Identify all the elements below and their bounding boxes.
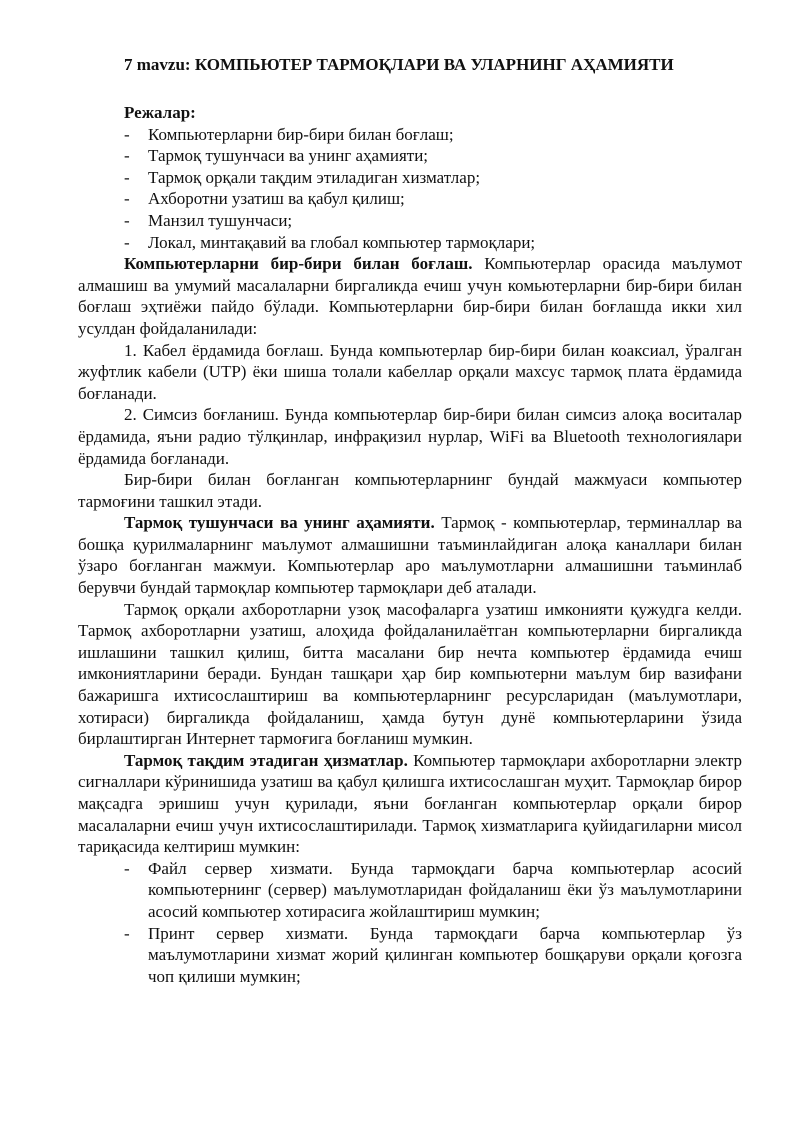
dash-bullet: - xyxy=(124,124,130,144)
plan-item xyxy=(78,188,742,210)
dash-bullet: - xyxy=(124,189,130,209)
connect-method-2: 2. Симсиз боғланиш. Бунда компьютерлар бир-бири билан симсиз алоқа воситалар ёрдамида, яъни радио тўлқинлар, инфрақизил нурлар, WiFi ва Bluetooth технологиялари ёрдамида боғланади. xyxy=(78,405,742,468)
plan-item-text: Манзил тушунчаси; xyxy=(148,210,293,230)
dash-bullet: - xyxy=(124,232,130,252)
connect-text: Компьютерлар орасида маълумот алмашиш ва умумий масалаларни биргаликда ечиш учун комьютерларни бир-бири билан боғлаш эҳтиёжи пайдо бўлади. Компьютерларни бир-бири билан боғлашда икки хил усулдан фойдаланилади: xyxy=(78,254,742,338)
plan-item xyxy=(78,145,742,167)
plan-item xyxy=(78,167,742,189)
plan-item xyxy=(78,210,742,232)
plan-item-text: Тармоқ тушунчаси ва унинг аҳамияти; xyxy=(148,146,429,166)
plan-list xyxy=(78,124,742,254)
connect-summary: Бир-бири билан боғланган компьютерларнинг бундай мажмуаси компьютер тармоғини ташкил этади. xyxy=(78,470,742,511)
dash-bullet: - xyxy=(124,146,130,166)
services-list xyxy=(78,858,742,988)
plan-item xyxy=(78,232,742,254)
service-item-text: Файл сервер хизмати. Бунда тармоқдаги барча компьютерлар асосий компьютернинг (сервер) маълумотларидан фойдаланиш ёки ўз маълумотларини асосий компьютер хотирасига жойлаштириш мумкин; xyxy=(148,858,742,921)
service-item xyxy=(78,923,742,988)
plan-item-text: Тармоқ орқали тақдим этиладиган хизматлар; xyxy=(148,167,481,187)
plan-item-text: Локал, минтақавий ва глобал компьютер тармоқлари; xyxy=(148,232,536,252)
dash-bullet: - xyxy=(124,923,130,943)
plan-item-text: Ахборотни узатиш ва қабул қилиш; xyxy=(148,189,405,209)
service-item-text: Принт сервер хизмати. Бунда тармоқдаги барча компьютерлар ўз маълумотларини хизмат жорий қилинган компьютер бошқаруви орқали қоғозга чоп қилиши мумкин; xyxy=(148,923,742,986)
services-paragraph xyxy=(78,750,742,858)
dash-bullet: - xyxy=(124,210,130,230)
plan-item xyxy=(78,124,742,146)
network-heading: Тармоқ тушунчаси ва унинг аҳамияти. xyxy=(124,513,435,533)
document-page xyxy=(78,54,742,987)
connect-method-1: 1. Кабел ёрдамида боғлаш. Бунда компьютерлар бир-бири билан коаксиал, ўралган жуфтлик кабели (UTP) ёки шиша толали кабеллар орқали махсус тармоқ плата ёрдамида боғланади. xyxy=(78,340,742,403)
connect-paragraph xyxy=(78,253,742,339)
connect-heading: Компьютерларни бир-бири билан боғлаш. xyxy=(124,254,473,274)
services-text: Компьютер тармоқлари ахборотларни электр сигналлари кўринишида узатиш ва қабул қилишга ихтисослашган муҳит. Тармоқлар бирор мақсадга эришиш учун қурилади, яъни боғланган компьютерлар орқали бирор масалаларни ечиш учун ихтисослаштирилади. Тармоқ хизматларига қуйидагиларни мисол тариқасида келтириш мумкин: xyxy=(78,750,742,857)
document-title: 7 mavzu: КОМПЬЮТЕР ТАРМОҚЛАРИ ВА УЛАРНИНГ АҲАМИЯТИ xyxy=(124,55,674,74)
plan-heading: Режалар: xyxy=(124,103,196,122)
services-heading: Тармоқ тақдим этадиган ҳизматлар. xyxy=(124,750,408,770)
plan-item-text: Компьютерларни бир-бири билан боғлаш; xyxy=(148,124,454,144)
network-paragraph-2: Тармоқ орқали ахборотларни узоқ масофаларга узатиш имконияти қужудга келди. Тармоқ ахборотларни узатиш, алоҳида фойдаланилаётган компьютерларни биргаликда ишлашини ташкил қилиш, битта масалани бир нечта компьютер ёрдамида ечиш имкониятларини беради. Бундан ташқари ҳар бир компьютерни маълум бир вазифани бажаришга ихтисослаштириш ва компьютерларнинг ресурсларидан (маълумотлари, хотираси) биргаликда фойдаланиш, ҳамда бутун дунё компьютерларини ўзида бирлаштирган Интернет тармоғига боғланиш мумкин. xyxy=(78,599,742,749)
network-text: Тармоқ - компьютерлар, терминаллар ва бошқа қурилмаларнинг маълумот алмашишни таъминлайдиган алоқа каналлари билан ўзаро боғланган мажмуи. Компьютерлар аро маълумотларни алмашишни таъминлаб берувчи бундай тармоқлар компьютер тармоқлари деб аталади. xyxy=(78,513,743,598)
service-item xyxy=(78,858,742,923)
dash-bullet: - xyxy=(124,858,130,878)
dash-bullet: - xyxy=(124,167,130,187)
network-paragraph xyxy=(78,512,742,598)
